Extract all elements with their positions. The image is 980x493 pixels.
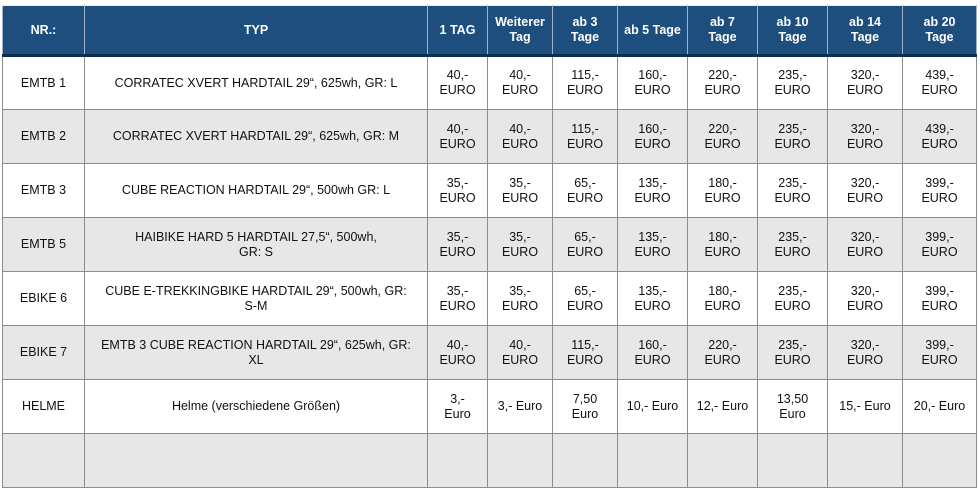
table-row: [3, 326, 977, 380]
price-text: EURO: [704, 244, 741, 259]
price-text: 35,-: [509, 283, 531, 298]
price-text: EURO: [439, 190, 476, 205]
price-cell: [488, 110, 553, 164]
price-cell: [488, 434, 553, 488]
price-cell: [828, 272, 903, 326]
price-text: EURO: [846, 83, 884, 97]
price-cell: [553, 272, 618, 326]
price-cell: [688, 164, 758, 218]
price-text: EURO: [921, 244, 958, 259]
price-text: EURO: [439, 298, 476, 313]
column-header-text: ab 3: [572, 15, 598, 29]
price-text: 235,-: [778, 337, 807, 352]
price-text: EURO: [846, 190, 884, 205]
price-cell: [618, 434, 688, 488]
price-text: EURO: [439, 352, 476, 367]
price-cell: [428, 218, 488, 272]
price-text: 7,50: [572, 391, 598, 406]
price-text: 40,-: [446, 337, 469, 352]
price-text: 160,-: [638, 68, 667, 82]
price-text: 20,- Euro: [913, 399, 966, 413]
price-cell: [428, 326, 488, 380]
price-text: EURO: [501, 244, 539, 259]
price-text: 160,-: [638, 121, 667, 136]
price-text: 65,-: [574, 229, 596, 244]
table-row: [3, 110, 977, 164]
table-body: [3, 56, 977, 488]
price-cell: [688, 272, 758, 326]
price-text: 135,-: [638, 283, 667, 298]
price-text: EURO: [566, 298, 604, 313]
price-cell: [428, 380, 488, 434]
column-header-text: Tage: [778, 30, 807, 44]
column-header-text: Tag: [509, 30, 531, 44]
item-type-text: GR: S: [238, 244, 274, 259]
price-text: 3,- Euro: [497, 399, 543, 413]
price-cell: [758, 434, 828, 488]
column-header-text: Tage: [570, 30, 600, 44]
price-text: 10,- Euro: [626, 399, 679, 413]
price-text: EURO: [439, 83, 476, 97]
table-row: [3, 272, 977, 326]
price-text: EURO: [774, 83, 811, 97]
price-cell: [903, 56, 977, 110]
price-text: Euro: [571, 406, 599, 421]
item-number-cell: [3, 218, 85, 272]
item-type-cell: [85, 272, 428, 326]
price-text: 12,- Euro: [696, 399, 749, 413]
price-text: 439,-: [925, 121, 954, 136]
column-header-text: 1 TAG: [439, 22, 476, 37]
price-text: EURO: [566, 244, 604, 259]
price-text: EURO: [501, 352, 539, 367]
price-cell: [488, 164, 553, 218]
price-cell: [618, 326, 688, 380]
price-text: 235,-: [778, 68, 807, 82]
price-text: EURO: [921, 83, 958, 97]
column-header: [488, 6, 553, 56]
rental-price-table: [2, 5, 977, 488]
price-text: 35,-: [509, 229, 531, 244]
item-type-cell: [85, 56, 428, 110]
price-text: Euro: [779, 406, 806, 421]
price-text: EURO: [846, 352, 884, 367]
price-text: EURO: [704, 136, 741, 151]
item-type-cell: [85, 110, 428, 164]
price-text: 439,-: [925, 68, 954, 82]
price-cell: [903, 434, 977, 488]
column-header: [903, 6, 977, 56]
column-header: [758, 6, 828, 56]
price-text: 320,-: [850, 229, 880, 244]
price-text: 135,-: [638, 229, 667, 244]
price-text: EURO: [774, 352, 811, 367]
price-text: 320,-: [850, 68, 880, 82]
item-type-text: CUBE REACTION HARDTAIL 29“, 500wh GR: L: [121, 183, 391, 197]
price-cell: [828, 110, 903, 164]
price-cell: [488, 56, 553, 110]
price-text: 180,-: [708, 229, 737, 244]
item-number: EBIKE 7: [19, 345, 68, 359]
item-type-cell: [85, 164, 428, 218]
price-cell: [553, 164, 618, 218]
price-text: EURO: [501, 136, 539, 151]
item-type-text: S-M: [244, 298, 268, 313]
price-text: EURO: [921, 298, 958, 313]
price-text: 65,-: [574, 175, 596, 190]
price-text: 35,-: [446, 175, 469, 190]
column-header-text: ab 7: [709, 15, 735, 29]
price-text: EURO: [501, 190, 539, 205]
price-cell: [758, 56, 828, 110]
price-cell: [828, 218, 903, 272]
price-cell: [618, 218, 688, 272]
price-text: EURO: [566, 83, 604, 97]
item-number-cell: [3, 56, 85, 110]
item-number-cell: [3, 434, 85, 488]
item-type-text: XL: [248, 352, 264, 367]
price-text: 235,-: [778, 121, 807, 136]
item-type-cell: [85, 380, 428, 434]
price-cell: [553, 380, 618, 434]
table-row: [3, 164, 977, 218]
price-text: EURO: [634, 298, 671, 313]
price-text: 399,-: [925, 283, 954, 298]
price-cell: [828, 434, 903, 488]
price-text: EURO: [501, 83, 539, 97]
price-cell: [428, 434, 488, 488]
column-header-text: Tage: [925, 30, 954, 44]
price-table-container: [2, 5, 977, 488]
price-text: 40,-: [509, 121, 531, 136]
price-text: EURO: [774, 298, 811, 313]
price-cell: [758, 380, 828, 434]
item-type-cell: [85, 326, 428, 380]
price-cell: [688, 218, 758, 272]
price-text: EURO: [566, 352, 604, 367]
price-text: 3,-: [450, 391, 465, 406]
price-text: Euro: [444, 406, 471, 421]
column-header-text: Tage: [708, 30, 737, 44]
price-text: 35,-: [446, 283, 469, 298]
price-text: EURO: [566, 136, 604, 151]
price-cell: [618, 380, 688, 434]
price-cell: [553, 434, 618, 488]
table-row: [3, 380, 977, 434]
price-text: EURO: [704, 298, 741, 313]
price-text: EURO: [634, 244, 671, 259]
price-text: 320,-: [850, 283, 880, 298]
column-header: [428, 6, 488, 56]
price-text: 115,-: [571, 68, 599, 82]
table-row: [3, 218, 977, 272]
item-type-text: CUBE E-TREKKINGBIKE HARDTAIL 29“, 500wh, GR:: [105, 283, 407, 298]
table-header-row: [3, 6, 977, 56]
price-cell: [428, 272, 488, 326]
item-number: EMTB 2: [20, 129, 67, 143]
price-cell: [488, 326, 553, 380]
price-cell: [828, 380, 903, 434]
price-cell: [903, 164, 977, 218]
price-text: 15,- Euro: [839, 399, 891, 413]
price-text: EURO: [439, 136, 476, 151]
item-number-cell: [3, 272, 85, 326]
table-row: [3, 56, 977, 110]
price-text: EURO: [634, 136, 671, 151]
item-number-cell: [3, 326, 85, 380]
column-header-text: ab 10: [776, 15, 809, 29]
price-text: EURO: [704, 83, 741, 97]
price-cell: [688, 326, 758, 380]
item-number-cell: [3, 164, 85, 218]
price-cell: [828, 164, 903, 218]
price-text: 399,-: [925, 175, 954, 190]
item-number: EMTB 3: [20, 183, 67, 197]
column-header: [688, 6, 758, 56]
price-text: 65,-: [574, 283, 596, 298]
item-number-cell: [3, 110, 85, 164]
price-text: 235,-: [778, 283, 807, 298]
column-header-text: ab 14: [849, 15, 881, 29]
table-row: [3, 434, 977, 488]
price-cell: [903, 326, 977, 380]
item-number: HELME: [21, 399, 66, 413]
price-cell: [828, 56, 903, 110]
price-text: EURO: [704, 352, 741, 367]
price-cell: [903, 272, 977, 326]
item-number: EMTB 5: [20, 237, 67, 251]
price-text: 160,-: [638, 337, 667, 352]
price-text: EURO: [921, 190, 958, 205]
column-header: [828, 6, 903, 56]
column-header-text: ab 5 Tage: [624, 22, 681, 37]
item-type-cell: [85, 218, 428, 272]
price-text: EURO: [634, 352, 671, 367]
price-text: EURO: [921, 136, 958, 151]
price-text: 235,-: [778, 229, 807, 244]
price-cell: [618, 110, 688, 164]
price-cell: [553, 326, 618, 380]
price-cell: [828, 326, 903, 380]
price-text: EURO: [634, 190, 671, 205]
price-cell: [758, 272, 828, 326]
price-text: 115,-: [571, 121, 599, 136]
price-cell: [758, 164, 828, 218]
column-header: [553, 6, 618, 56]
price-text: 40,-: [446, 68, 469, 82]
item-number: EBIKE 6: [19, 291, 68, 305]
price-cell: [688, 110, 758, 164]
price-text: 220,-: [708, 121, 737, 136]
price-text: EURO: [846, 298, 884, 313]
price-cell: [903, 110, 977, 164]
price-text: EURO: [501, 298, 539, 313]
price-cell: [903, 380, 977, 434]
price-cell: [488, 218, 553, 272]
price-cell: [688, 434, 758, 488]
item-type-text: CORRATEC XVERT HARDTAIL 29“, 625wh, GR: M: [112, 129, 400, 143]
price-text: 399,-: [925, 337, 954, 352]
price-text: 35,-: [446, 229, 469, 244]
price-text: EURO: [774, 136, 811, 151]
price-text: EURO: [846, 136, 884, 151]
price-cell: [688, 56, 758, 110]
price-text: 320,-: [850, 337, 880, 352]
item-number: EMTB 1: [20, 75, 67, 90]
column-header-text: Weiterer: [495, 15, 545, 29]
price-cell: [553, 110, 618, 164]
price-text: EURO: [774, 190, 811, 205]
column-header: [85, 6, 428, 56]
price-text: EURO: [704, 190, 741, 205]
column-header-text: NR.:: [30, 22, 57, 37]
price-text: EURO: [774, 244, 811, 259]
price-text: 40,-: [446, 121, 469, 136]
column-header: [3, 6, 85, 56]
price-cell: [758, 110, 828, 164]
price-cell: [488, 272, 553, 326]
price-text: 220,-: [708, 337, 737, 352]
price-text: 13,50: [776, 391, 809, 406]
price-text: EURO: [846, 244, 884, 259]
price-text: 235,-: [778, 175, 807, 190]
price-text: 320,-: [850, 121, 880, 136]
price-text: 180,-: [708, 175, 737, 190]
price-text: 35,-: [509, 175, 531, 190]
column-header: [618, 6, 688, 56]
price-cell: [688, 380, 758, 434]
price-cell: [758, 326, 828, 380]
price-text: EURO: [566, 190, 604, 205]
price-text: EURO: [921, 352, 958, 367]
price-cell: [618, 56, 688, 110]
item-type-text: Helme (verschiedene Größen): [171, 399, 341, 413]
price-cell: [488, 380, 553, 434]
item-type-text: CORRATEC XVERT HARDTAIL 29“, 625wh, GR: L: [114, 75, 398, 90]
column-header-text: ab 20: [923, 15, 956, 29]
price-cell: [428, 164, 488, 218]
price-cell: [428, 110, 488, 164]
price-text: 220,-: [708, 68, 737, 82]
price-cell: [618, 164, 688, 218]
price-text: 399,-: [925, 229, 954, 244]
price-text: EURO: [439, 244, 476, 259]
price-text: 180,-: [708, 283, 737, 298]
price-text: 40,-: [509, 68, 531, 82]
price-cell: [553, 56, 618, 110]
price-cell: [553, 218, 618, 272]
price-cell: [758, 218, 828, 272]
price-cell: [618, 272, 688, 326]
price-text: EURO: [634, 83, 671, 97]
item-type-text: EMTB 3 CUBE REACTION HARDTAIL 29“, 625wh, GR:: [101, 337, 411, 352]
column-header-text: Tage: [850, 30, 880, 44]
item-type-cell: [85, 434, 428, 488]
price-cell: [428, 56, 488, 110]
item-number-cell: [3, 380, 85, 434]
price-cell: [903, 218, 977, 272]
price-text: 40,-: [509, 337, 531, 352]
price-text: 320,-: [850, 175, 880, 190]
item-type-text: HAIBIKE HARD 5 HARDTAIL 27,5“, 500wh,: [135, 229, 377, 244]
price-text: 135,-: [638, 175, 667, 190]
price-text: 115,-: [571, 337, 599, 352]
column-header-text: TYP: [243, 22, 269, 37]
